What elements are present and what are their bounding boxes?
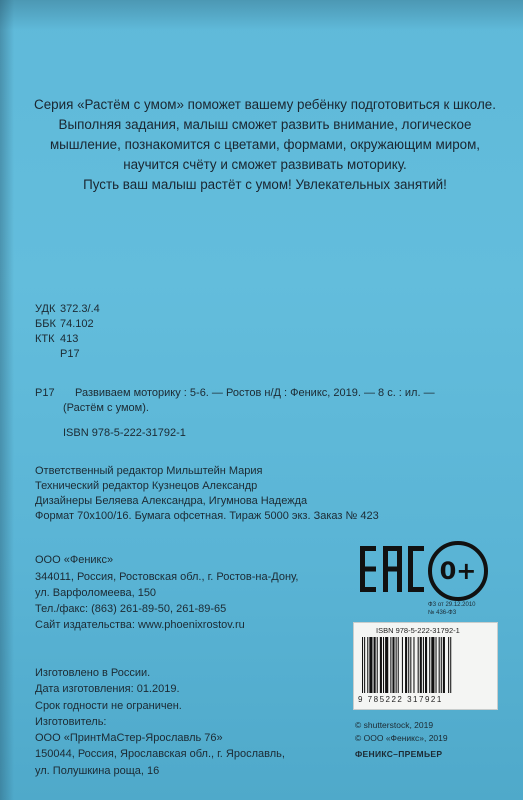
barcode-bar xyxy=(377,637,378,693)
barcode-bar xyxy=(383,637,384,693)
credit-line: Ответственный редактор Мильштейн Мария xyxy=(35,465,263,477)
barcode-bar xyxy=(364,637,365,693)
eac-mark-icon xyxy=(358,540,428,600)
udk-value: 372.3/.4 xyxy=(60,303,100,315)
barcode-bar xyxy=(398,637,399,693)
ktk-value: 413 xyxy=(60,333,79,345)
barcode-bar xyxy=(418,637,419,693)
manufacture-line: ул. Полушкина роща, 16 xyxy=(35,765,160,777)
ktk-label: КТК xyxy=(35,333,55,345)
law-reference: № 436-ФЗ xyxy=(428,610,457,616)
bbk-label: ББК xyxy=(35,318,56,330)
barcode-digits: 9 785222 317921 xyxy=(358,695,443,704)
manufacture-line: Срок годности не ограничен. xyxy=(35,700,182,712)
publisher-line: ул. Варфоломеева, 150 xyxy=(35,587,157,599)
intro-line: Серия «Растём с умом» поможет вашему ребёнку подготовиться к школе. xyxy=(34,97,496,112)
barcode-bar xyxy=(425,637,427,693)
credit-line: Технический редактор Кузнецов Александр xyxy=(35,480,258,492)
barcode-bar xyxy=(439,637,440,693)
barcode-bar xyxy=(450,637,451,693)
intro-line: мышление, познакомится с цветами, формами, окружающим миром, xyxy=(49,137,481,152)
publisher-line: 344011, Россия, Ростовская обл., г. Ростов-на-Дону, xyxy=(35,571,299,583)
intro-line: научится счёту и сможет развивать моторику. xyxy=(123,157,407,172)
barcode-bar xyxy=(448,637,449,693)
barcode-label xyxy=(353,622,498,710)
barcode-bar xyxy=(374,637,376,693)
credit-line: Формат 70х100/16. Бумага офсетная. Тираж 5000 экз. Заказ № 423 xyxy=(35,510,379,522)
age-rating-text: 0+ xyxy=(439,557,477,585)
biblio-isbn: ISBN 978-5-222-31792-1 xyxy=(63,427,186,439)
biblio-code: Р17 xyxy=(35,387,55,399)
barcode-bar xyxy=(402,637,403,693)
barcode-bar xyxy=(420,637,422,693)
manufacture-line: Изготовитель: xyxy=(35,716,107,728)
manufacture-line: Дата изготовления: 01.2019. xyxy=(35,683,180,695)
barcode-bar xyxy=(431,637,434,693)
barcode-bar xyxy=(429,637,430,693)
page-shadow xyxy=(0,0,523,30)
barcode-icon xyxy=(362,637,488,693)
barcode-bar xyxy=(362,637,363,693)
publisher-logo: ФЕНИКС–ПРЕМЬЕР xyxy=(355,749,443,759)
barcode-bar xyxy=(423,637,424,693)
barcode-bar xyxy=(390,637,391,693)
publisher-line: ООО «Феникс» xyxy=(35,554,114,566)
barcode-bar xyxy=(408,637,409,693)
certification-marks xyxy=(358,540,498,616)
copyright-line: © shutterstock, 2019 xyxy=(355,720,434,730)
credit-line: Дизайнеры Беляева Александра, Игумнова Надежда xyxy=(35,495,308,507)
copyright-line: © ООО «Феникс», 2019 xyxy=(355,733,448,743)
intro-line: Выполняя задания, малыш сможет развить внимание, логическое xyxy=(58,117,472,132)
intro-line: Пусть ваш малыш растёт с умом! Увлекательных занятий! xyxy=(83,177,447,192)
law-reference: ФЗ от 29.12.2010 xyxy=(428,602,476,608)
barcode-bar xyxy=(385,637,388,693)
barcode-bar xyxy=(413,637,414,693)
barcode-bar xyxy=(405,637,407,693)
intro-paragraph xyxy=(20,95,510,195)
publisher-line: Сайт издательства: www.phoenixrostov.ru xyxy=(35,619,245,631)
author-sign: Р17 xyxy=(60,348,80,360)
barcode-bar xyxy=(369,637,372,693)
manufacture-line: 150044, Россия, Ярославская обл., г. Ярославль, xyxy=(35,748,285,760)
udk-label: УДК xyxy=(35,303,56,315)
barcode-bar xyxy=(380,637,382,693)
barcode-bar xyxy=(392,637,394,693)
barcode-bar xyxy=(367,637,368,693)
barcode-bar xyxy=(410,637,411,693)
biblio-series: (Растём с умом). xyxy=(63,402,149,414)
page-edge-shadow xyxy=(0,0,14,800)
manufacture-line: ООО «ПринтМаСтер-Ярославль 76» xyxy=(35,732,223,744)
barcode-isbn: ISBN 978-5-222-31792-1 xyxy=(376,626,460,635)
publisher-line: Тел./факс: (863) 261-89-50, 261-89-65 xyxy=(35,603,227,615)
barcode-bar xyxy=(436,637,437,693)
age-rating-badge xyxy=(428,541,488,601)
bbk-value: 74.102 xyxy=(60,318,94,330)
biblio-line: Развиваем моторику : 5-6. — Ростов н/Д : Феникс, 2019. — 8 с. : ил. — xyxy=(75,387,435,399)
manufacture-line: Изготовлено в России. xyxy=(35,667,151,679)
barcode-bar xyxy=(441,637,442,693)
barcode-bar xyxy=(443,637,445,693)
barcode-bar xyxy=(396,637,397,693)
